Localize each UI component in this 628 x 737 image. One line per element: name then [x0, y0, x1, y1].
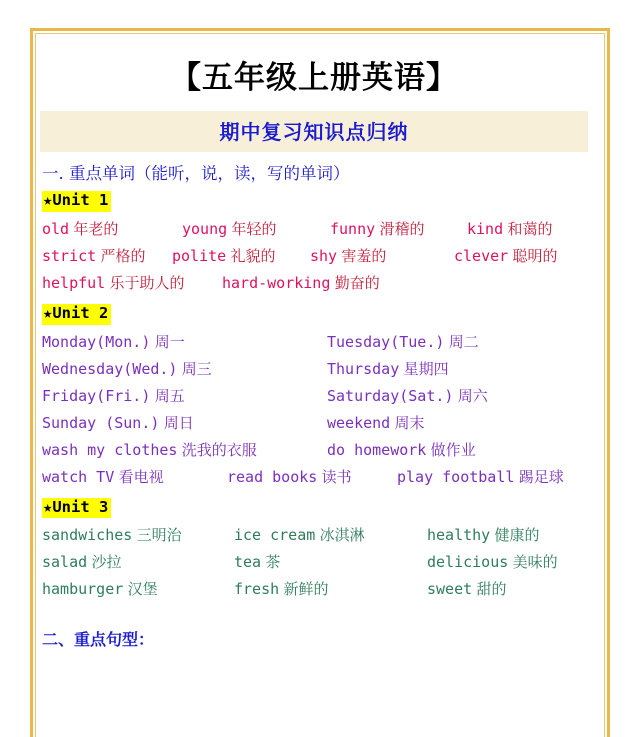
vocabulary-entry: [397, 464, 564, 491]
vocabulary-entry: [327, 356, 449, 383]
unit-badge: ★Unit 3: [42, 498, 111, 519]
vocabulary-word-cn: 读书: [321, 467, 352, 486]
vocabulary-word-en: polite: [172, 246, 227, 265]
vocabulary-entry: [42, 243, 146, 270]
vocabulary-entry: [330, 216, 424, 243]
vocabulary-word-cn: 周三: [181, 359, 212, 378]
vocabulary-word-cn: 三明治: [136, 526, 182, 545]
vocabulary-word-en: strict: [42, 246, 97, 265]
vocabulary-word-cn: 星期四: [403, 359, 449, 378]
vocabulary-word-en: Monday(Mon.): [42, 332, 151, 351]
unit-heading: [42, 498, 588, 519]
vocabulary-word-en: tea: [234, 553, 262, 572]
section-heading-vocabulary: 一. 重点单词（能听，说，读，写的单词）: [42, 164, 350, 183]
vocabulary-word-cn: 茶: [265, 553, 281, 572]
page-title: 【五年级上册英语】: [170, 60, 458, 96]
vocabulary-entry: [454, 243, 558, 270]
vocabulary-word-en: hamburger: [42, 580, 124, 599]
vocabulary-word-cn: 甜的: [476, 580, 507, 599]
vocabulary-entry: [327, 410, 425, 437]
vocabulary-line: [42, 576, 588, 603]
vocabulary-word-cn: 周二: [448, 332, 479, 351]
vocabulary-word-en: funny: [330, 219, 376, 238]
vocabulary-line: [42, 549, 588, 576]
vocabulary-entry: [42, 437, 257, 464]
vocabulary-word-cn: 新鲜的: [283, 580, 329, 599]
vocabulary-word-cn: 严格的: [100, 246, 146, 265]
vocabulary-word-en: Sunday (Sun.): [42, 413, 160, 432]
vocabulary-word-en: play football: [397, 467, 515, 486]
vocabulary-entry: [42, 270, 185, 297]
unit-heading: [42, 304, 588, 325]
vocabulary-word-cn: 礼貌的: [230, 246, 276, 265]
vocabulary-word-en: weekend: [327, 413, 391, 432]
units-container: [40, 191, 588, 603]
vocabulary-word-cn: 聪明的: [512, 246, 558, 265]
vocabulary-word-en: ice cream: [234, 526, 316, 545]
vocabulary-word-cn: 健康的: [494, 526, 540, 545]
vocabulary-word-cn: 滑稽的: [379, 219, 425, 238]
vocabulary-word-cn: 周六: [457, 386, 488, 405]
vocabulary-word-cn: 美味的: [512, 553, 558, 572]
vocabulary-entry: [182, 216, 276, 243]
vocabulary-word-en: healthy: [427, 526, 491, 545]
section-heading-sentences: 二、重点句型：: [42, 630, 155, 650]
vocabulary-entry: [227, 464, 352, 491]
vocabulary-word-cn: 周日: [163, 413, 194, 432]
vocabulary-word-cn: 洗我的衣服: [181, 440, 257, 459]
vocabulary-word-en: shy: [310, 246, 338, 265]
vocabulary-line: [42, 270, 588, 297]
vocabulary-word-cn: 周五: [154, 386, 185, 405]
vocabulary-word-en: Tuesday(Tue.): [327, 332, 445, 351]
vocabulary-word-en: kind: [467, 219, 504, 238]
vocabulary-line: [42, 410, 588, 437]
vocabulary-entry: [42, 329, 185, 356]
vocabulary-entry: [234, 522, 365, 549]
vocabulary-entry: [42, 383, 185, 410]
vocabulary-word-cn: 周末: [394, 413, 425, 432]
vocabulary-word-en: wash my clothes: [42, 440, 178, 459]
vocabulary-word-en: Friday(Fri.): [42, 386, 151, 405]
vocabulary-word-cn: 做作业: [430, 440, 476, 459]
vocabulary-entry: [327, 329, 479, 356]
subtitle-banner: [40, 111, 588, 152]
vocabulary-word-en: helpful: [42, 273, 106, 292]
vocabulary-word-en: read books: [227, 467, 318, 486]
vocabulary-entry: [327, 383, 488, 410]
vocabulary-entry: [234, 549, 280, 576]
vocabulary-word-en: clever: [454, 246, 509, 265]
vocabulary-word-en: hard-working: [222, 273, 331, 292]
vocabulary-word-cn: 年轻的: [231, 219, 277, 238]
vocabulary-word-en: fresh: [234, 580, 280, 599]
vocabulary-entry: [427, 522, 540, 549]
vocabulary-word-cn: 和蔼的: [507, 219, 553, 238]
vocabulary-line: [42, 329, 588, 356]
vocabulary-word-en: watch TV: [42, 467, 115, 486]
spacer: [40, 603, 588, 627]
vocabulary-word-cn: 害羞的: [341, 246, 387, 265]
vocabulary-word-cn: 冰淇淋: [319, 526, 365, 545]
vocabulary-entry: [327, 437, 476, 464]
vocabulary-line: [42, 464, 588, 491]
vocabulary-word-en: do homework: [327, 440, 427, 459]
vocabulary-entry: [427, 549, 558, 576]
vocabulary-entry: [42, 216, 118, 243]
vocabulary-word-en: salad: [42, 553, 88, 572]
vocabulary-word-en: sweet: [427, 580, 473, 599]
document-content: [40, 40, 588, 650]
vocabulary-entry: [42, 549, 121, 576]
unit-heading: [42, 191, 588, 212]
vocabulary-line: [42, 243, 588, 270]
vocabulary-word-cn: 乐于助人的: [109, 273, 185, 292]
vocabulary-word-cn: 勤奋的: [334, 273, 380, 292]
vocabulary-line: [42, 437, 588, 464]
vocabulary-line: [42, 522, 588, 549]
vocabulary-entry: [42, 410, 194, 437]
vocabulary-entry: [42, 464, 164, 491]
vocabulary-entry: [42, 576, 158, 603]
vocabulary-word-cn: 看电视: [118, 467, 164, 486]
vocabulary-word-en: old: [42, 219, 70, 238]
vocabulary-entry: [222, 270, 380, 297]
vocabulary-entry: [42, 356, 212, 383]
vocabulary-entry: [234, 576, 328, 603]
vocabulary-line: [42, 216, 588, 243]
vocabulary-line: [42, 356, 588, 383]
subtitle-text: 期中复习知识点归纳: [219, 120, 409, 144]
vocabulary-word-en: Wednesday(Wed.): [42, 359, 178, 378]
vocabulary-word-en: Thursday: [327, 359, 400, 378]
vocabulary-word-en: sandwiches: [42, 526, 133, 545]
vocabulary-word-en: delicious: [427, 553, 509, 572]
vocabulary-word-cn: 踢足球: [518, 467, 564, 486]
vocabulary-word-cn: 汉堡: [127, 580, 158, 599]
unit-badge: ★Unit 1: [42, 191, 111, 212]
unit-badge: ★Unit 2: [42, 304, 111, 325]
vocabulary-entry: [427, 576, 506, 603]
vocabulary-word-en: Saturday(Sat.): [327, 386, 454, 405]
vocabulary-line: [42, 383, 588, 410]
vocabulary-entry: [172, 243, 276, 270]
vocabulary-word-cn: 沙拉: [91, 553, 122, 572]
vocabulary-entry: [310, 243, 386, 270]
vocabulary-word-en: young: [182, 219, 228, 238]
vocabulary-word-cn: 周一: [154, 332, 185, 351]
vocabulary-word-cn: 年老的: [73, 219, 119, 238]
vocabulary-entry: [467, 216, 552, 243]
vocabulary-entry: [42, 522, 182, 549]
